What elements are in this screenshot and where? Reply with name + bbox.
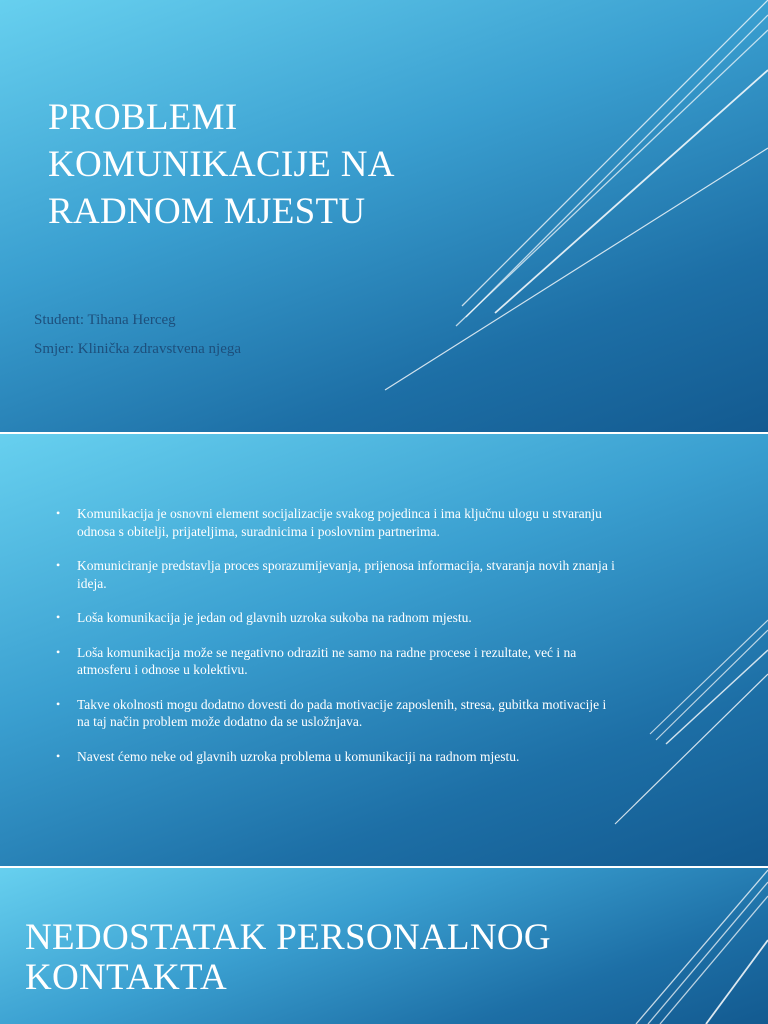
bullet-item: • Navest ćemo neke od glavnih uzroka problema u komunikaciji na radnom mjestu. <box>56 748 616 766</box>
presentation-title: PROBLEMI KOMUNIKACIJE NA RADNOM MJESTU <box>48 97 393 232</box>
bullet-item: • Komuniciranje predstavlja proces sporazumijevanja, prijenosa informacija, stvaranja novih znanja i ideja. <box>56 557 616 592</box>
bullet-item: • Takve okolnosti mogu dodatno dovesti do pada motivacije zaposlenih, stresa, gubitka motivacije i na taj način problem može dodatno da se usložnjava. <box>56 696 616 731</box>
bullet-item: • Loša komunikacija je jedan od glavnih uzroka sukoba na radnom mjestu. <box>56 609 616 627</box>
student-name: Student: Tihana Herceg <box>34 312 176 328</box>
bullet-item: • Loša komunikacija može se negativno odraziti ne samo na radne procese i rezultate, već i na atmosferu i odnose u kolektivu. <box>56 644 616 679</box>
bullet-list <box>56 505 616 782</box>
section-slide <box>0 868 768 1024</box>
study-program: Smjer: Klinička zdravstvena njega <box>34 341 242 357</box>
section-title: NEDOSTATAK PERSONALNOG KONTAKTA <box>25 917 551 998</box>
bullet-item: • Komunikacija je osnovni element socijalizacije svakog pojedinca i ima ključnu ulogu u stvaranju odnosa s obitelji, prijateljima, suradnicima i poslovnim partnerima. <box>56 505 616 540</box>
title-slide <box>0 0 768 432</box>
content-slide <box>0 434 768 866</box>
